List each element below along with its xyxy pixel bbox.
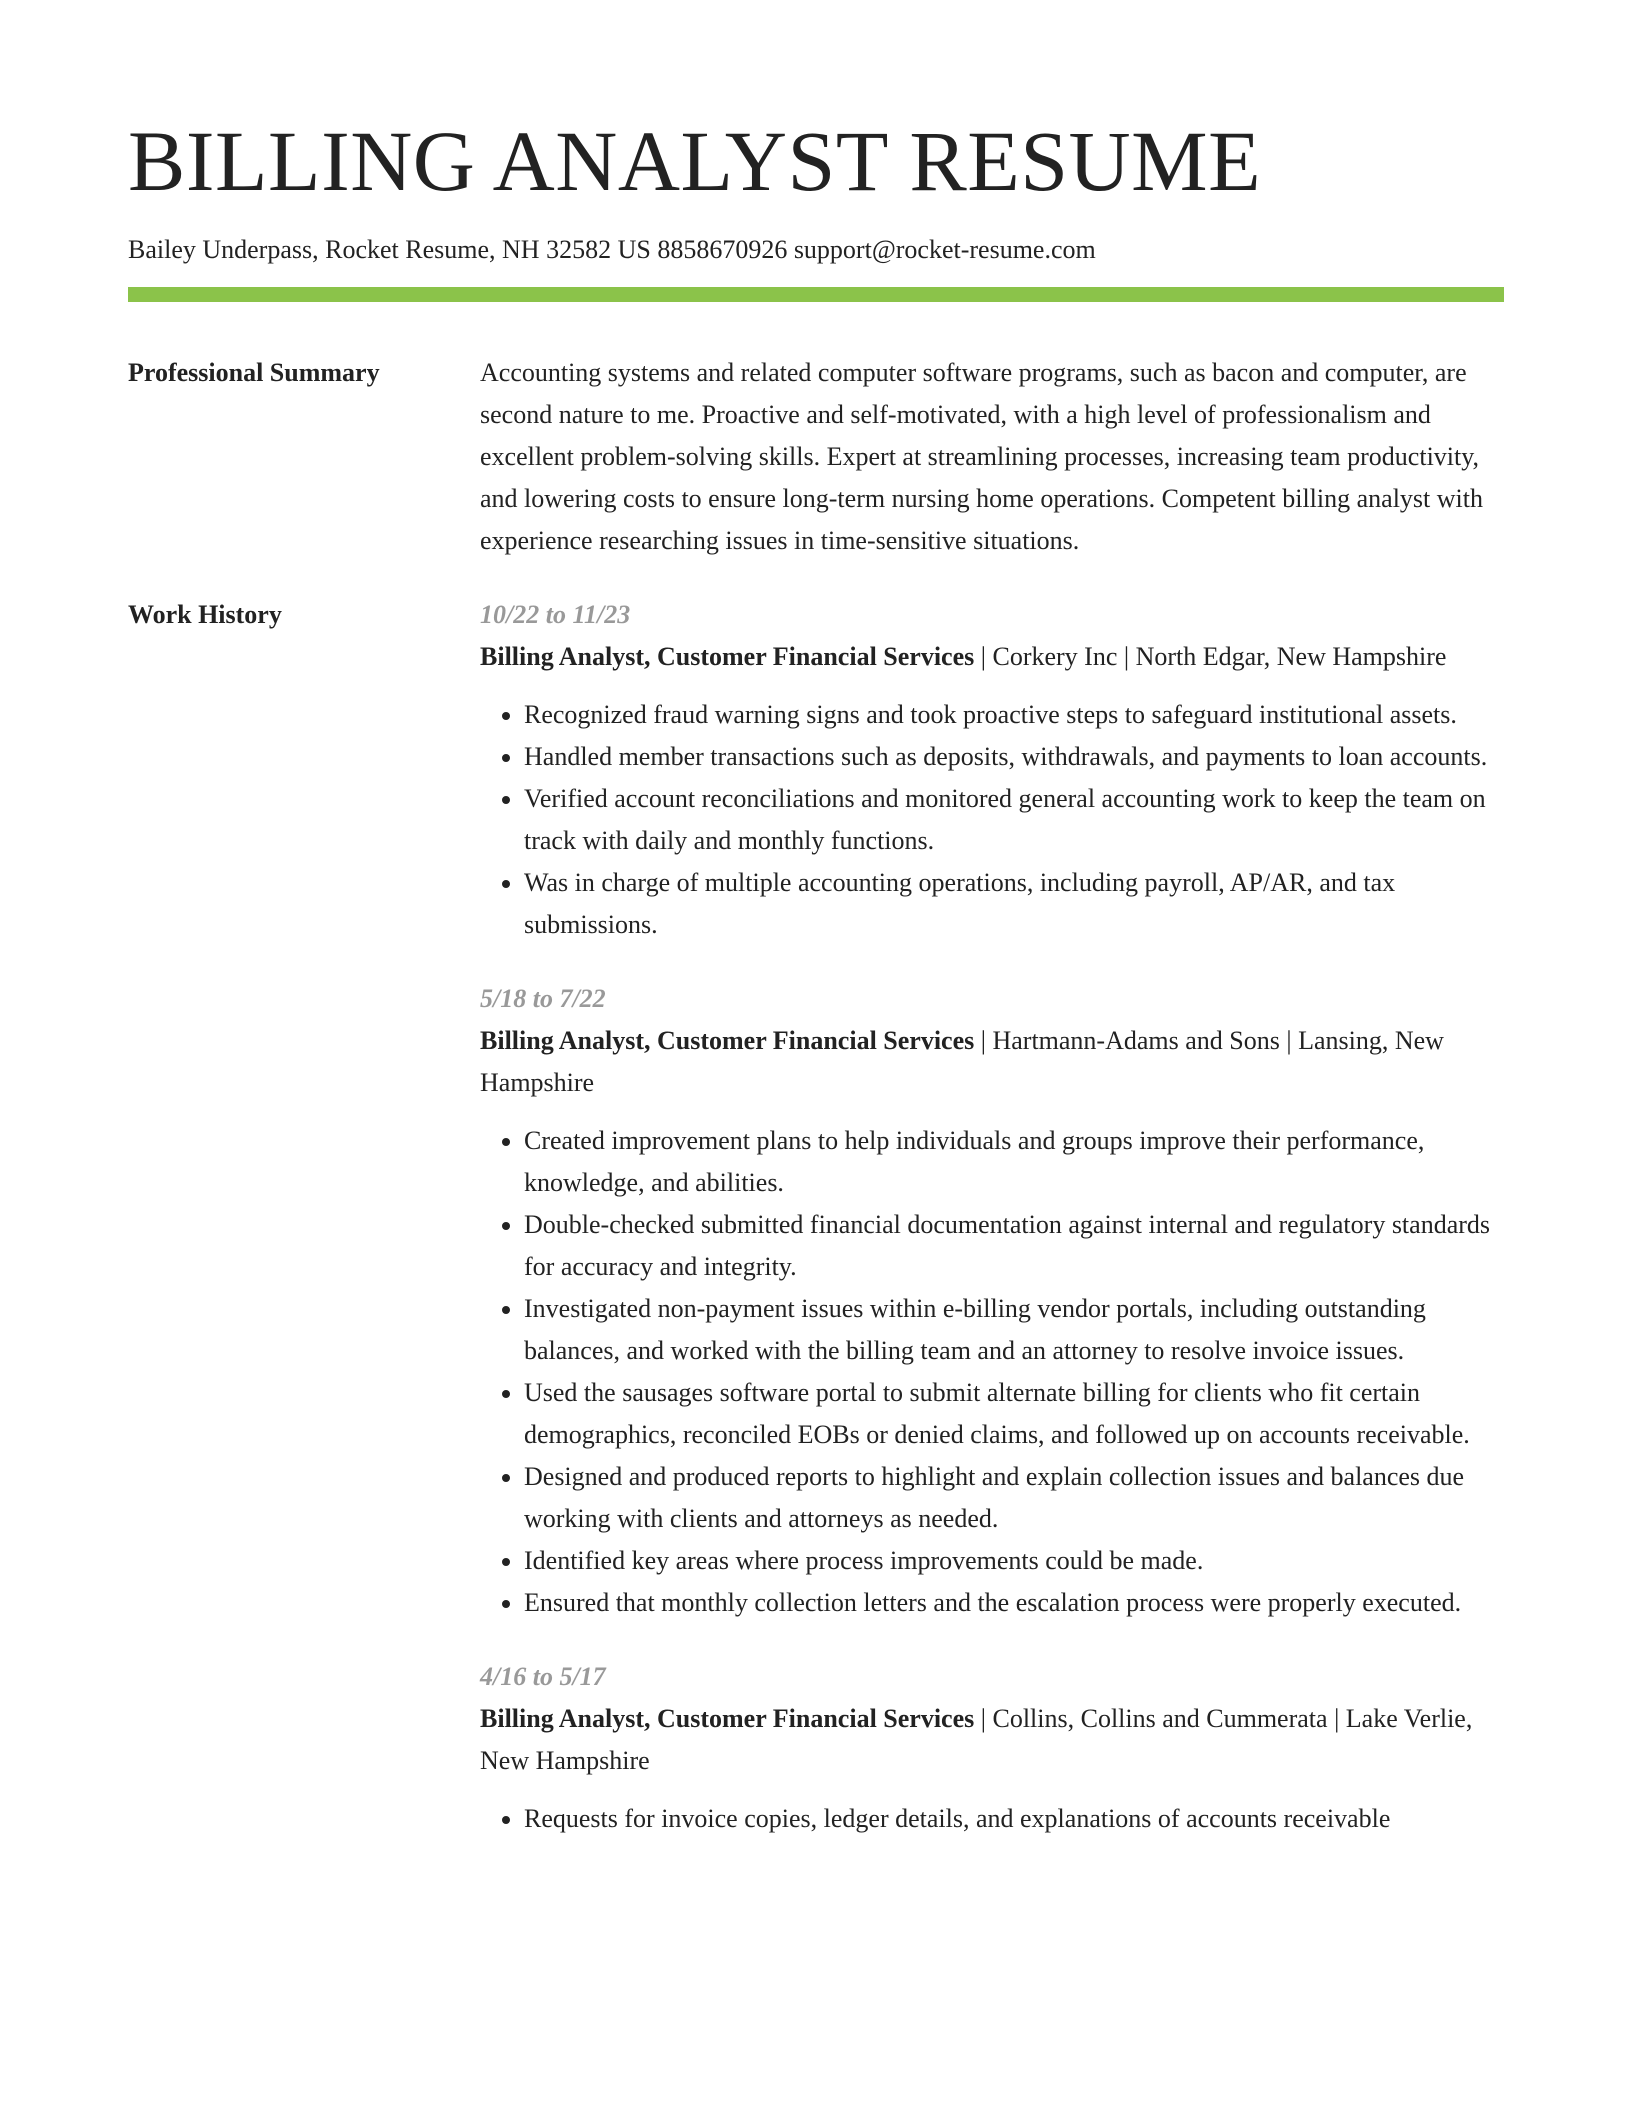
contact-line: Bailey Underpass, Rocket Resume, NH 32582 US 8858670926 support@rocket-resume.com	[128, 235, 1096, 264]
job-details: | Corkery Inc | North Edgar, New Hampshire	[974, 642, 1447, 672]
job-bullet: • Designed and produced reports to highlight and explain collection issues and balances due working with clients and attorneys as needed.	[524, 1456, 1504, 1540]
work-history-section	[128, 594, 1504, 1872]
job-details: | Hartmann-Adams and Sons | Lansing, New Hampshire	[480, 1026, 1444, 1098]
job-title: Billing Analyst, Customer Financial Services	[480, 642, 975, 672]
job-bullet: • Was in charge of multiple accounting operations, including payroll, AP/AR, and tax submissions.	[524, 862, 1504, 946]
job-bullet: • Handled member transactions such as deposits, withdrawals, and payments to loan accounts.	[524, 736, 1504, 778]
summary-label: Professional Summary	[128, 358, 380, 388]
job-dates: 10/22 to 11/23	[480, 600, 631, 630]
resume-title: BILLING ANALYST RESUME	[128, 113, 1262, 209]
work-history-list	[480, 594, 1504, 1872]
job-title: Billing Analyst, Customer Financial Services	[480, 1704, 975, 1734]
job-bullet: • Requests for invoice copies, ledger details, and explanations of accounts receivable	[524, 1798, 1504, 1840]
job-bullet: • Used the sausages software portal to submit alternate billing for clients who fit certain demographics, reconciled EOBs or denied claims, and followed up on accounts receivable.	[524, 1372, 1504, 1456]
job-bullet: • Created improvement plans to help individuals and groups improve their performance, knowledge, and abilities.	[524, 1120, 1504, 1204]
job-entry	[480, 978, 1504, 1624]
job-bullet-list	[480, 1798, 1504, 1840]
job-details: | Collins, Collins and Cummerata | Lake Verlie, New Hampshire	[480, 1704, 1473, 1776]
work-history-label: Work History	[128, 600, 282, 630]
job-bullet: • Ensured that monthly collection letters and the escalation process were properly executed.	[524, 1582, 1504, 1624]
header-divider	[128, 287, 1504, 302]
job-bullet: • Investigated non-payment issues within e-billing vendor portals, including outstanding balances, and worked with the billing team and an attorney to resolve invoice issues.	[524, 1288, 1504, 1372]
job-bullet: • Double-checked submitted financial documentation against internal and regulatory standards for accuracy and integrity.	[524, 1204, 1504, 1288]
job-bullet: • Verified account reconciliations and monitored general accounting work to keep the team on track with daily and monthly functions.	[524, 778, 1504, 862]
summary-section	[128, 352, 1504, 562]
job-dates: 5/18 to 7/22	[480, 984, 606, 1014]
job-bullet: • Identified key areas where process improvements could be made.	[524, 1540, 1504, 1582]
job-header	[480, 1020, 1504, 1104]
job-header	[480, 636, 1504, 678]
job-dates: 4/16 to 5/17	[480, 1662, 606, 1692]
summary-text: Accounting systems and related computer software programs, such as bacon and computer, are second nature to me. Proactive and self-motivated, with a high level of professionalism and excellent problem-solving skills. Expert at streamlining processes, increasing team productivity, and lowering costs to ensure long-term nursing home operations. Competent billing analyst with experience researching issues in time-sensitive situations.	[480, 358, 1483, 556]
job-header	[480, 1698, 1504, 1782]
job-bullet: • Recognized fraud warning signs and took proactive steps to safeguard institutional assets.	[524, 694, 1504, 736]
job-entry	[480, 594, 1504, 946]
job-bullet-list	[480, 694, 1504, 946]
job-entry	[480, 1656, 1504, 1840]
job-bullet-list	[480, 1120, 1504, 1624]
job-title: Billing Analyst, Customer Financial Services	[480, 1026, 975, 1056]
resume-page	[128, 113, 1504, 1872]
